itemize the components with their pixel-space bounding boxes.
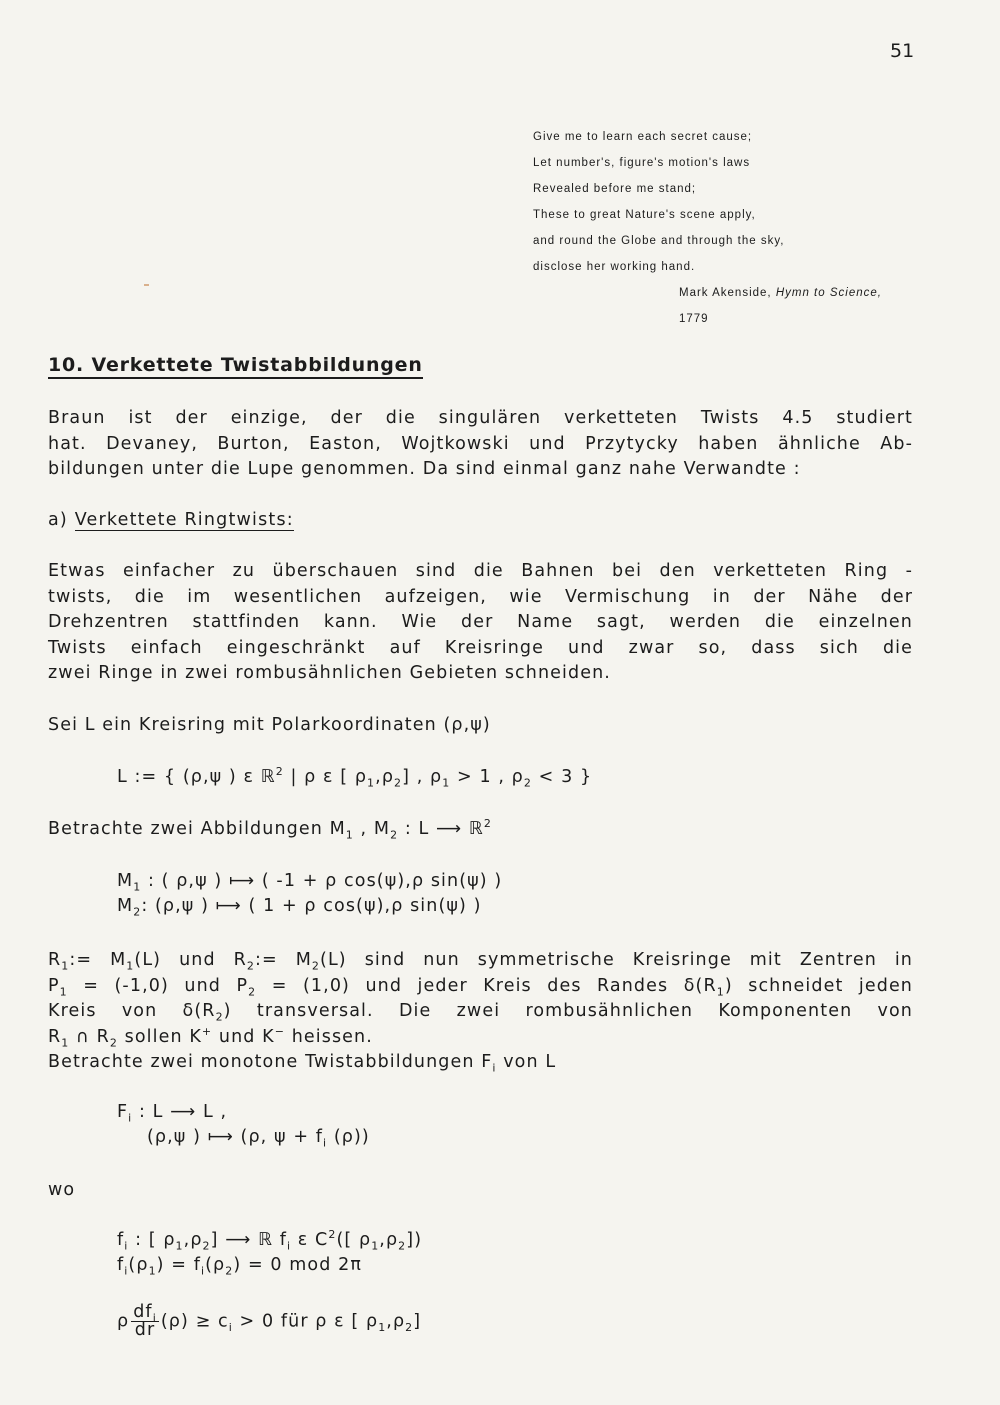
- epigraph: [533, 124, 953, 332]
- intro-paragraph: [48, 406, 913, 483]
- fraction: [131, 1304, 159, 1339]
- formula-part: ,ρ: [183, 1230, 203, 1250]
- formula-sub: i: [228, 1321, 233, 1334]
- formula-part: f: [117, 1255, 125, 1275]
- formula-part: ,ρ: [386, 1311, 406, 1332]
- formula-sub: 2: [405, 1321, 414, 1334]
- M2-definition: [117, 896, 482, 919]
- formula-sub: 1: [345, 828, 354, 842]
- text-line: [48, 974, 913, 1000]
- text-part: , M: [353, 819, 391, 839]
- text-part: : L ⟶ ℝ: [398, 819, 484, 839]
- formula-part: ([ ρ: [336, 1230, 372, 1250]
- subsection-heading: [48, 510, 294, 530]
- formula-part: < 3 }: [532, 767, 593, 787]
- formula-sub: 2: [394, 776, 403, 790]
- text-part: sollen K: [117, 1026, 202, 1047]
- formula-sub: 2: [246, 959, 255, 973]
- text-part: heissen.: [285, 1026, 373, 1047]
- wo-label: wo: [48, 1180, 76, 1200]
- formula-sub: 2: [248, 985, 257, 998]
- formula-part: (ρ) ≥ c: [160, 1311, 229, 1332]
- formula-part: (ρ: [205, 1255, 226, 1275]
- text-line: Drehzentren stattfinden kann. Wie der Name sagt, werden die einzelnen: [48, 612, 913, 632]
- formula-sub: 1: [378, 1321, 387, 1334]
- text-line: zwei Ringe in zwei rombusähnlichen Gebieten schneiden.: [48, 663, 611, 683]
- f-definition-line2: [117, 1255, 362, 1278]
- formula-sub: 2: [390, 828, 399, 842]
- formula-sup: 2: [275, 765, 284, 779]
- print-speck: [144, 284, 149, 286]
- text-line: hat. Devaney, Burton, Easton, Wojtkowski und Przytycky haben ähnliche Ab-: [48, 433, 913, 454]
- text-part: Betrachte zwei Abbildungen M: [48, 819, 346, 839]
- formula-sub: 1: [61, 959, 70, 973]
- epigraph-line: Let number's, figure's motion's laws: [533, 157, 751, 169]
- formula-part: : L ⟶ L ,: [132, 1102, 228, 1122]
- formula-sub: 1: [126, 959, 135, 973]
- formula-sub: 2: [109, 1036, 118, 1049]
- formula-sub: 1: [442, 776, 451, 790]
- text-part: ∩ R: [69, 1026, 110, 1047]
- formula-sub: 2: [202, 1239, 211, 1253]
- formula-part: : [ ρ: [128, 1230, 176, 1250]
- formula-part: (ρ: [128, 1255, 149, 1275]
- formula-sub: 2: [225, 1264, 234, 1278]
- text-part: (L) und R: [134, 950, 247, 970]
- formula-part: (ρ)): [327, 1127, 370, 1147]
- text-line: [48, 1025, 913, 1051]
- formula-sub: i: [124, 1239, 129, 1253]
- formula-sub: 2: [133, 905, 142, 919]
- text-part: ) transversal. Die zwei rombusähnlichen Komponenten von: [223, 1001, 913, 1021]
- L-definition: [117, 765, 593, 790]
- M1-definition: [117, 871, 503, 894]
- formula-sub: 2: [215, 1010, 224, 1024]
- text-part: Kreis von δ(R: [48, 1001, 216, 1021]
- formula-sub: 1: [367, 776, 376, 790]
- formula-part: > 1 , ρ: [450, 767, 524, 787]
- text-part: und K: [212, 1026, 275, 1047]
- formula-sub: 2: [523, 776, 533, 790]
- sei-line: Sei L ein Kreisring mit Polarkoordinaten (ρ,ψ): [48, 715, 491, 735]
- text-part: = (1,0) und jeder Kreis des Randes δ(R: [256, 975, 717, 996]
- formula-part: | ρ ε [ ρ: [283, 767, 368, 787]
- epigraph-author: Mark Akenside,: [679, 287, 772, 299]
- formula-part: F: [117, 1102, 129, 1122]
- epigraph-attribution: [533, 280, 953, 306]
- text-line: Etwas einfacher zu überschauen sind die Bahnen bei den verketteten Ring -: [48, 561, 913, 581]
- formula-part: ]: [413, 1311, 422, 1332]
- formula-sub: 1: [61, 1036, 70, 1049]
- epigraph-line: These to great Nature's scene apply,: [533, 209, 756, 221]
- formula-sub: 1: [148, 1264, 157, 1278]
- formula-sub: i: [124, 1264, 129, 1278]
- text-part: := M: [69, 950, 127, 970]
- formula-sup: +: [201, 1024, 213, 1038]
- formula-part: ) = 0 mod 2π: [233, 1255, 362, 1275]
- formula-sub: 1: [133, 880, 142, 894]
- formula-part: ] ⟶ ℝ f: [210, 1230, 287, 1250]
- epigraph-line: Revealed before me stand;: [533, 183, 697, 195]
- formula-part: ,ρ: [379, 1230, 399, 1250]
- epigraph-line: disclose her working hand.: [533, 261, 696, 273]
- formula-sub: 1: [371, 1239, 380, 1253]
- text-part: R: [48, 1026, 62, 1047]
- rings-paragraph: [48, 948, 913, 1076]
- formula-sub: i: [152, 1311, 157, 1325]
- f-definition-line1: [117, 1228, 423, 1253]
- formula-part: (ρ,ψ ) ⟼ (ρ, ψ + f: [147, 1127, 324, 1147]
- formula-part: : (ρ,ψ ) ⟼ ( 1 + ρ cos(ψ),ρ sin(ψ) ): [141, 896, 482, 916]
- formula-part: ε C: [291, 1230, 329, 1250]
- formula-sup: −: [274, 1024, 286, 1038]
- text-line: Braun ist der einzige, der die singulären verketteten Twists 4.5 studiert: [48, 408, 913, 428]
- text-line: Twists einfach eingeschränkt auf Kreisringe und zwar so, dass sich die: [48, 637, 913, 658]
- formula-part: : ( ρ,ψ ) ⟼ ( -1 + ρ cos(ψ),ρ sin(ψ) ): [141, 871, 503, 891]
- text-part: (L) sind nun symmetrische Kreisringe mit Zentren in: [320, 950, 914, 970]
- text-line: bildungen unter die Lupe genommen. Da sind einmal ganz nahe Verwandte :: [48, 459, 801, 479]
- formula-part: L := { (ρ,ψ ) ε ℝ: [117, 767, 276, 787]
- text-line: [48, 1050, 913, 1076]
- derivative-condition: [117, 1304, 421, 1339]
- text-part: von L: [496, 1052, 557, 1072]
- formula-sub: i: [286, 1239, 292, 1253]
- F-definition-line1: [117, 1102, 228, 1125]
- betrachte-abbildungen: [48, 817, 492, 842]
- formula-part: > 0 für ρ ε [ ρ: [232, 1311, 379, 1332]
- epigraph-work: Hymn to Science,: [775, 287, 882, 299]
- formula-sup: 2: [483, 817, 492, 831]
- epigraph-line: and round the Globe and through the sky,: [533, 235, 785, 247]
- subsection-title: Verkettete Ringtwists:: [74, 510, 294, 530]
- text-line: [48, 948, 913, 974]
- formula-sub: i: [128, 1111, 133, 1125]
- fraction-denominator: dr: [134, 1320, 156, 1340]
- text-line: [48, 999, 913, 1025]
- formula-part: f: [117, 1230, 125, 1250]
- formula-part: df: [133, 1302, 153, 1322]
- formula-sub: i: [492, 1061, 497, 1075]
- formula-sub: 2: [398, 1239, 407, 1253]
- formula-sub: 2: [311, 959, 321, 973]
- text-part: ) schneidet jeden: [724, 975, 913, 996]
- formula-part: ]): [406, 1230, 423, 1250]
- text-part: P: [48, 975, 60, 996]
- page-number: 51: [890, 40, 915, 62]
- F-definition-line2: [147, 1127, 370, 1150]
- section-heading: 10. Verkettete Twistabbildungen: [48, 354, 423, 379]
- formula-part: ρ: [117, 1311, 130, 1332]
- epigraph-year: 1779: [679, 313, 709, 325]
- subsection-prefix: a): [48, 510, 68, 530]
- formula-sub: i: [200, 1264, 206, 1278]
- formula-part: ) = f: [156, 1255, 201, 1275]
- formula-part: ,ρ: [375, 767, 395, 787]
- formula-sub: 1: [59, 985, 68, 998]
- formula-part: M: [117, 871, 134, 891]
- text-part: Betrachte zwei monotone Twistabbildungen F: [48, 1052, 493, 1072]
- formula-sub: i: [323, 1136, 328, 1150]
- formula-sub: 1: [175, 1239, 184, 1253]
- formula-sub: 1: [716, 985, 725, 998]
- ringtwist-paragraph: [48, 559, 913, 687]
- epigraph-line: Give me to learn each secret cause;: [533, 131, 753, 143]
- text-line: twists, die im wesentlichen aufzeigen, wie Vermischung in der Nähe der: [48, 586, 913, 607]
- formula-sup: 2: [328, 1228, 337, 1242]
- text-part: = (-1,0) und P: [67, 975, 249, 996]
- formula-part: ] , ρ: [402, 767, 443, 787]
- text-part: := M: [255, 950, 312, 970]
- formula-part: M: [117, 896, 134, 916]
- text-part: R: [48, 950, 62, 970]
